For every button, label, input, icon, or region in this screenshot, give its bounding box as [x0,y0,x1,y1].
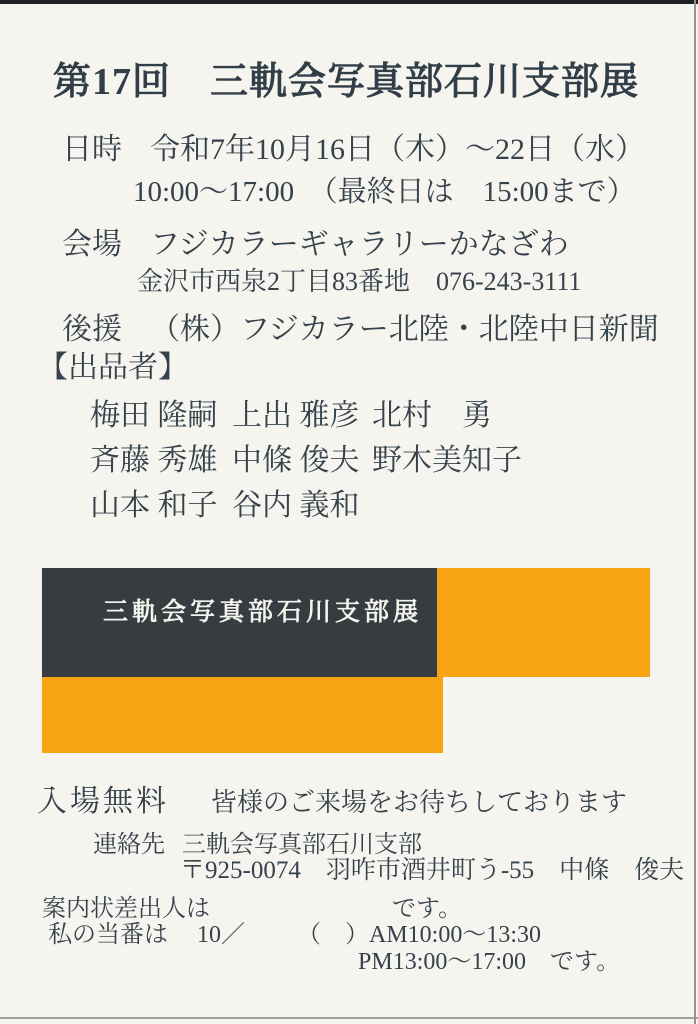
scan-bottom-edge-line [0,1017,698,1019]
exhibitors-row-1 [90,390,492,434]
contact-org: 三軌会写真部石川支部 [182,832,422,858]
welcome-text: 皆様のご来場をお待ちしております [211,788,628,817]
duty-pm-time-text: PM13:00～17:00 です。 [358,949,621,975]
exhibitor-name: 上出 雅彦 [232,399,360,432]
exhibitor-name: 北村 勇 [372,399,492,432]
datetime-value: 令和7年10月16日（木）～22日（水） [150,133,645,166]
banner-dark-block [42,568,437,677]
datetime-label: 日時 [62,133,122,166]
exhibitors-row-2 [90,435,522,479]
duty-prefix-text: 私の当番は [48,922,168,948]
exhibitor-name: 斉藤 秀雄 [90,444,218,477]
sender-suffix-text: です。 [392,896,463,922]
venue-line [62,219,569,263]
duty-date-text: 10／ [197,922,245,948]
hours-line: 10:00～17:00 （最終日は 15:00まで） [133,176,636,208]
venue-name: フジカラーギャラリーかなざわ [150,228,569,261]
contact-label: 連絡先 [93,832,165,858]
banner-orange-bottom-block [42,677,443,753]
duty-am-time-text: ）AM10:00～13:30 [345,922,542,948]
support-value: （株）フジカラー北陸・北陸中日新聞 [150,313,659,346]
admission-line [37,776,627,820]
exhibitor-name: 山本 和子 [90,489,218,522]
banner-orange-right-block [437,568,650,677]
exhibitors-row-3 [90,480,372,524]
venue-label: 会場 [62,228,122,261]
exhibitor-name: 梅田 隆嗣 [90,399,218,432]
datetime-line [62,124,645,168]
exhibitors-heading: 【出品者】 [38,351,188,384]
admission-free-text: 入場無料 [37,785,169,818]
banner-title: 三軌会写真部石川支部展 [103,599,423,626]
exhibitor-name: 中條 俊夫 [232,444,360,477]
exhibitor-name: 野木美知子 [372,444,522,477]
exhibitor-name: 谷内 義和 [232,489,360,522]
scan-right-edge-line [694,0,696,1024]
duty-paren-open: （ [297,922,321,948]
scan-top-edge-line [0,0,698,4]
support-label: 後援 [62,313,122,346]
exhibition-title: 第17回 三軌会写真部石川支部展 [53,61,640,103]
sender-prefix-text: 案内状差出人は [42,896,210,922]
venue-address: 金沢市西泉2丁目83番地 076-243-3111 [137,267,582,296]
contact-address: 〒925-0074 羽咋市酒井町う-55 中條 俊夫 [180,857,685,884]
